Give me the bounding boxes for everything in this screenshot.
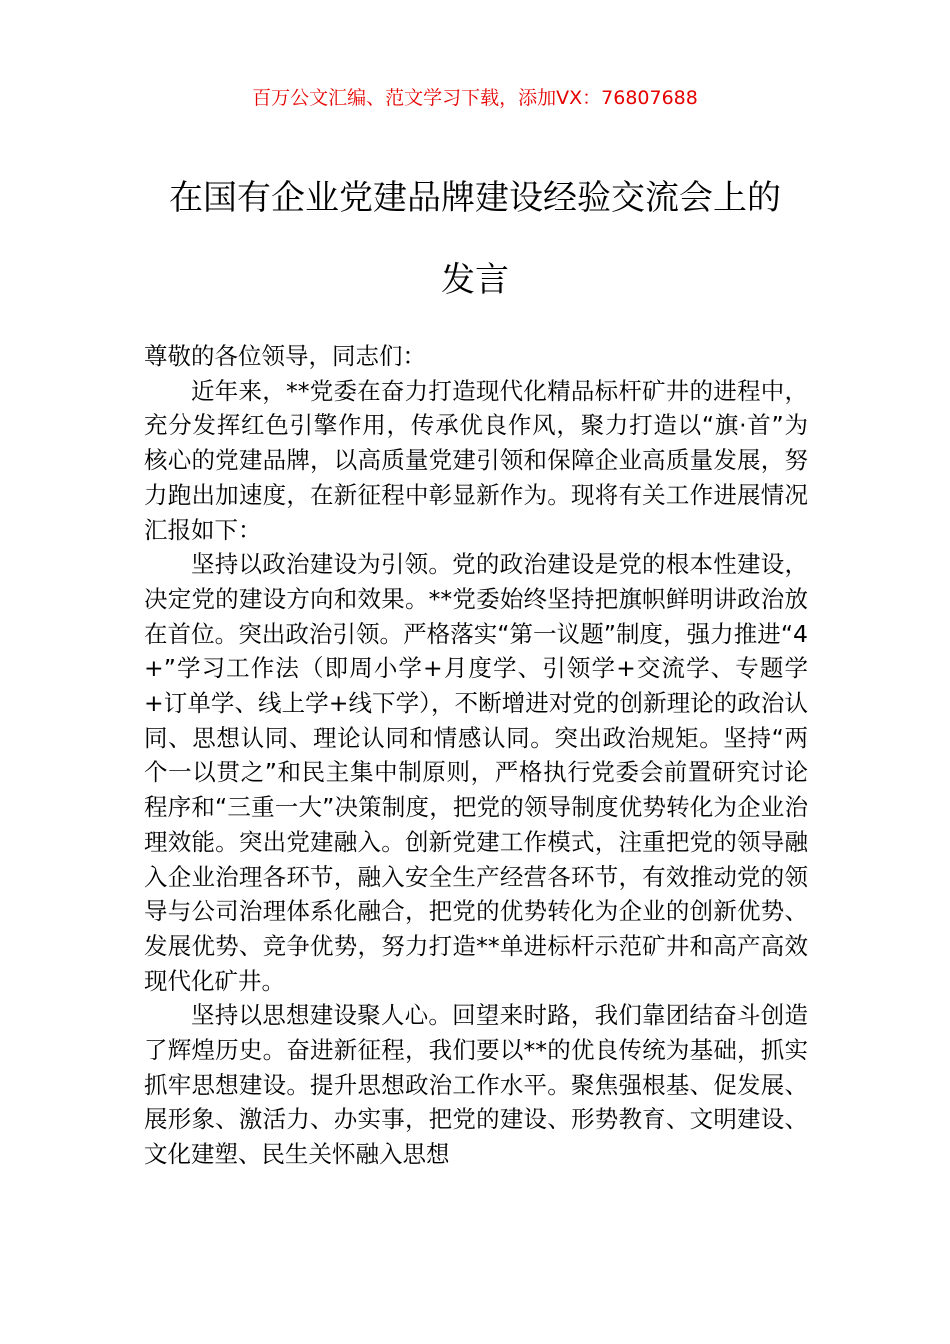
- document-title: [100, 176, 850, 302]
- paragraph-ideological-construction: 坚持以思想建设聚人心。回望来时路，我们靠团结奋斗创造了辉煌历史。奋进新征程，我们要以**的优良传统为基础，抓实抓牢思想建设。提升思想政治工作水平。聚焦强根基、促发展、展形象、激活力、办实事，把党的建设、形势教育、文明建设、文化建塑、民生关怀融入思想: [144, 1001, 808, 1169]
- document-title-line-1: 在国有企业党建品牌建设经验交流会上的: [169, 178, 781, 218]
- paragraph-intro: 近年来，**党委在奋力打造现代化精品标杆矿井的进程中，充分发挥红色引擎作用，传承优良作风，聚力打造以“旗·首”为核心的党建品牌，以高质量党建引领和保障企业高质量发展，努力跑出加速度，在新征程中彰显新作为。现将有关工作进展情况汇报如下：: [144, 376, 808, 544]
- document-title-line-2: 发言: [441, 260, 509, 300]
- salutation: 尊敬的各位领导，同志们：: [144, 342, 426, 370]
- document-body: [144, 339, 808, 1172]
- paragraph-political-construction: 坚持以政治建设为引领。党的政治建设是党的根本性建设，决定党的建设方向和效果。**党委始终坚持把旗帜鲜明讲政治放在首位。突出政治引领。严格落实“第一议题”制度，强力推进“4+”学习工作法（即周小学+月度学、引领学+交流学、专题学+订单学、线上学+线下学），不断增进对党的创新理论的政治认同、思想认同、理论认同和情感认同。突出政治规矩。坚持“两个一以贯之”和民主集中制原则，严格执行党委会前置研究讨论程序和“三重一大”决策制度，把党的领导制度优势转化为企业治理效能。突出党建融入。创新党建工作模式，注重把党的领导融入企业治理各环节，融入安全生产经营各环节，有效推动党的领导与公司治理体系化融合，把党的优势转化为企业的创新优势、发展优势、竞争优势，努力打造**单进标杆示范矿井和高产高效现代化矿井。: [144, 550, 808, 995]
- header-watermark-note: 百万公文汇编、范文学习下载，添加VX：76807688: [252, 87, 698, 109]
